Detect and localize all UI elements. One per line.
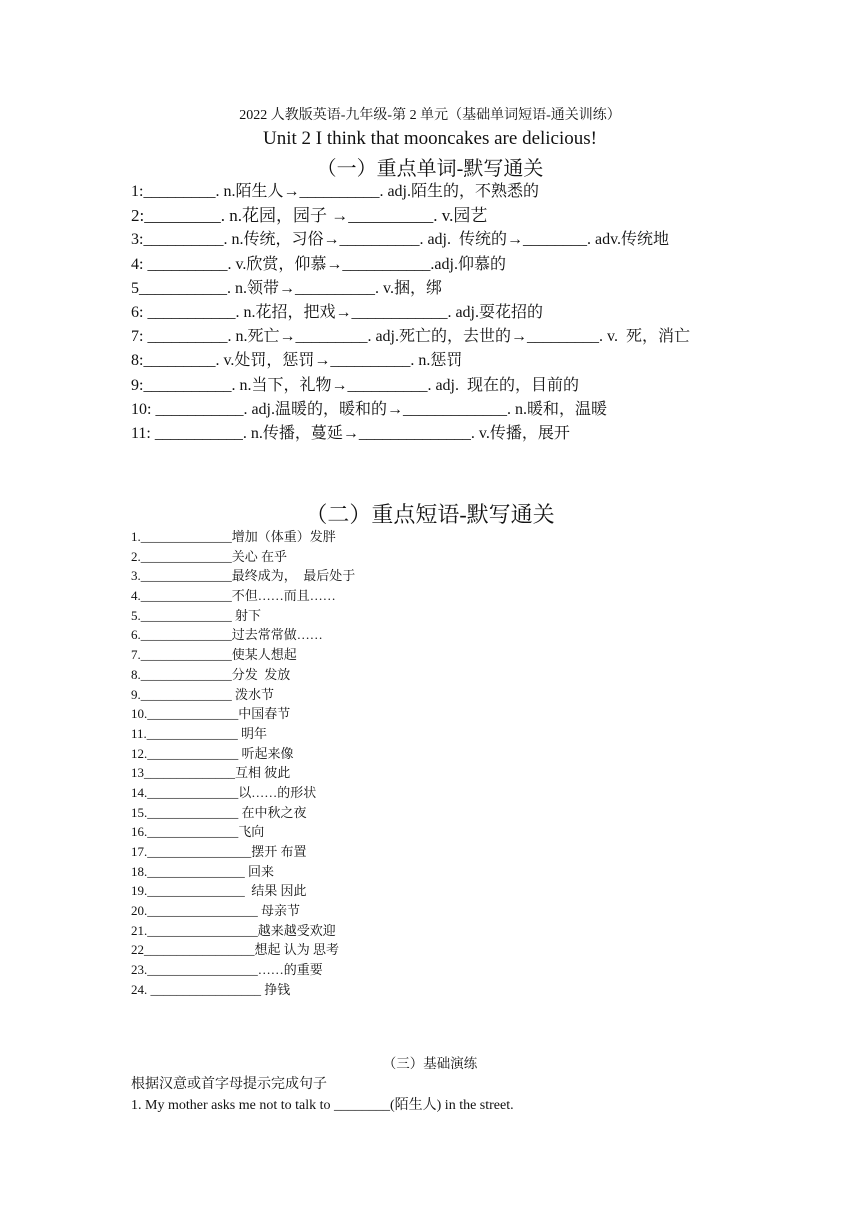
vocab-item: 6: ___________. n.花招，把戏→____________. adj.耍花招的 — [131, 303, 543, 321]
phrase-item: 18._______________ 回来 — [131, 863, 275, 879]
phrase-item: 3.______________最终成为， 最后处于 — [131, 568, 356, 584]
phrase-item: 5.______________ 射下 — [131, 607, 262, 623]
section1-title: （一）重点单词-默写通关 — [316, 158, 544, 180]
vocab-item: 3:__________. n.传统，习俗→__________. adj. 传统的→________. adv.传统地 — [131, 231, 670, 249]
vocab-item: 1:_________. n.陌生人→__________. adj.陌生的，不熟悉的 — [131, 183, 539, 200]
exercise-sentence: 1. My mother asks me not to talk to ________(陌生人) in the street. — [131, 1098, 514, 1113]
phrase-item: 4.______________不但……而且…… — [131, 588, 336, 604]
unit-title: Unit 2 I think that mooncakes are delicious! — [263, 128, 597, 149]
phrase-item: 12.______________ 听起来像 — [131, 745, 294, 761]
phrase-item: 10.______________中国春节 — [131, 706, 291, 722]
phrase-list — [131, 527, 355, 1000]
phrase-item: 16.______________飞向 — [131, 824, 265, 840]
section2-title: （二）重点短语-默写通关 — [305, 502, 555, 527]
phrase-item: 7.______________使某人想起 — [131, 647, 297, 663]
phrase-item: 13______________互相 彼此 — [131, 765, 291, 781]
vocab-item: 9:___________. n.当下，礼物→__________. adj. 现在的，目前的 — [131, 376, 579, 394]
phrase-item: 17.________________摆开 布置 — [131, 844, 307, 859]
phrase-item: 23._________________……的重要 — [131, 962, 323, 978]
vocab-item: 4: __________. v.欣赏，仰慕→___________.adj.仰慕的 — [131, 255, 506, 273]
exercise-instruction: 根据汉意或首字母提示完成句子 — [131, 1077, 327, 1092]
vocab-item: 7: __________. n.死亡→_________. adj.死亡的，去世的→_________. v. 死，消亡 — [131, 328, 690, 346]
document-title: 2022 人教版英语-九年级-第 2 单元（基础单词短语-通关训练） — [239, 108, 621, 123]
section3-title: （三）基础演练 — [382, 1056, 478, 1071]
vocab-item: 5___________. n.领带→__________. v.捆，绑 — [131, 279, 442, 297]
phrase-item: 22_________________想起 认为 思考 — [131, 942, 340, 958]
phrase-item: 8.______________分发 发放 — [131, 666, 291, 682]
phrase-item: 19._______________ 结果 因此 — [131, 883, 307, 899]
vocab-item: 2:_________. n.花园，园子 →__________. v.园艺 — [131, 206, 488, 226]
phrase-item: 1.______________增加（体重）发胖 — [131, 529, 336, 544]
phrase-item: 11.______________ 明年 — [131, 725, 268, 741]
vocab-item: 10: ___________. adj.温暖的，暖和的→_____________. n.暖和，温暖 — [131, 400, 607, 418]
phrase-item: 9.______________ 泼水节 — [131, 686, 275, 702]
phrase-item: 6.______________过去常常做…… — [131, 627, 323, 643]
phrase-item: 20._________________ 母亲节 — [131, 903, 301, 919]
phrase-item: 15.______________ 在中秋之夜 — [131, 804, 307, 820]
vocab-list — [131, 180, 690, 446]
phrase-item: 24. _________________ 挣钱 — [131, 981, 291, 997]
vocab-item: 11: ___________. n.传播，蔓延→______________. v.传播，展开 — [131, 424, 570, 442]
vocab-item: 8:_________. v.处罚，惩罚→__________. n.惩罚 — [131, 352, 463, 370]
phrase-item: 2.______________关心 在乎 — [131, 548, 288, 564]
phrase-item: 14.______________以……的形状 — [131, 784, 317, 800]
phrase-item: 21._________________越来越受欢迎 — [131, 922, 336, 938]
